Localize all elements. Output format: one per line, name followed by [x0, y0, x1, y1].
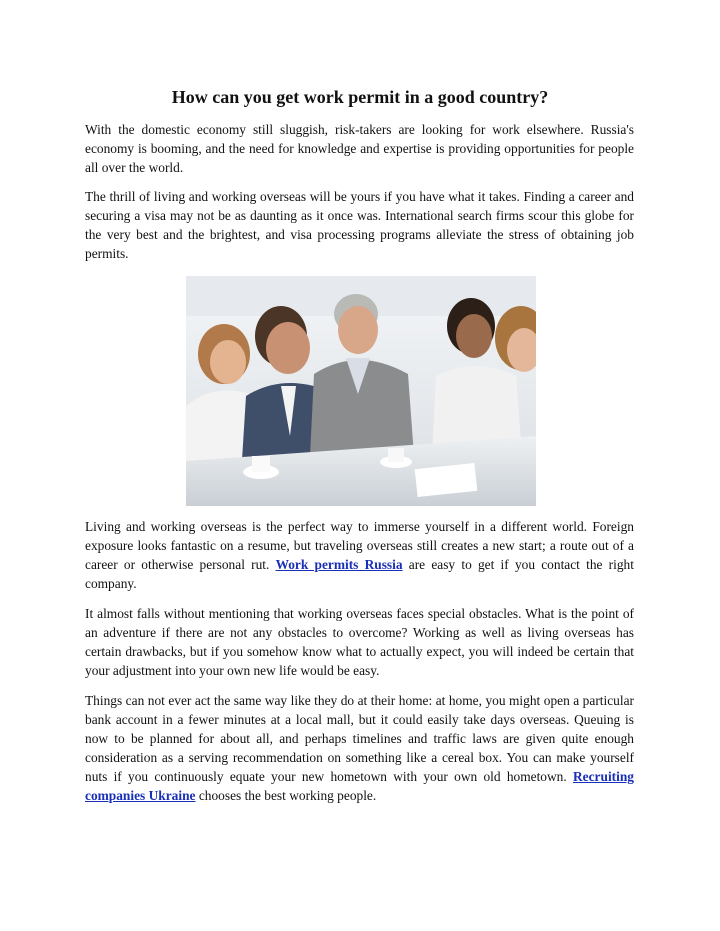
business-meeting-photo [186, 276, 536, 506]
paragraph-living-overseas [85, 517, 634, 593]
recruiting-companies-ukraine-link[interactable]: Recruiting companies Ukraine [85, 769, 634, 803]
paragraph-text: Living and working overseas is the perfect way to immerse yourself in a different world. Foreign exposure looks fantastic on a resume, but traveling overseas still creates a new start; a route out of a career or otherwise personal rut. [85, 519, 634, 572]
paragraph-thrill-of-living: The thrill of living and working overseas will be yours if you have what it takes. Finding a career and securing a visa may not be as daunting as it once was. International search firms scour this globe for the very best and the brightest, and visa processing programs alleviate the stress of obtaining job permits. [85, 189, 634, 261]
paragraph-special-obstacles: It almost falls without mentioning that working overseas faces special obstacles. What is the point of an adventure if there are not any obstacles to overcome? Working as well as living overseas has certain drawbacks, but if you somehow know what to actually expect, you will indeed be certain that your adjustment into your own new life would be easy. [85, 606, 634, 678]
page-title: How can you get work permit in a good country? [171, 87, 549, 107]
paragraph-text: Things can not ever act the same way like they do at their home: at home, you might open a particular bank account in a fewer minutes at a local mall, but it could easily take days overseas. Queuing is now to be planned for about all, and perhaps timelines and traffic laws are given quite enough consideration as a serving recommendation on something like a cereal box. You can make yourself nuts if you continuously equate your new hometown with your own old hometown. [85, 693, 634, 784]
meeting-illustration [186, 276, 536, 506]
paragraph-text: chooses the best working people. [195, 788, 377, 803]
paragraph-things-at-home [85, 691, 634, 805]
paragraph-text: are easy to get if you contact the right company. [85, 557, 634, 591]
paragraph-domestic-economy: With the domestic economy still sluggish, risk-takers are looking for work elsewhere. Russia's economy is booming, and the need for knowledge and expertise is providing opportunities for people all over the world. [85, 122, 634, 175]
work-permits-russia-link[interactable]: Work permits Russia [275, 557, 403, 572]
